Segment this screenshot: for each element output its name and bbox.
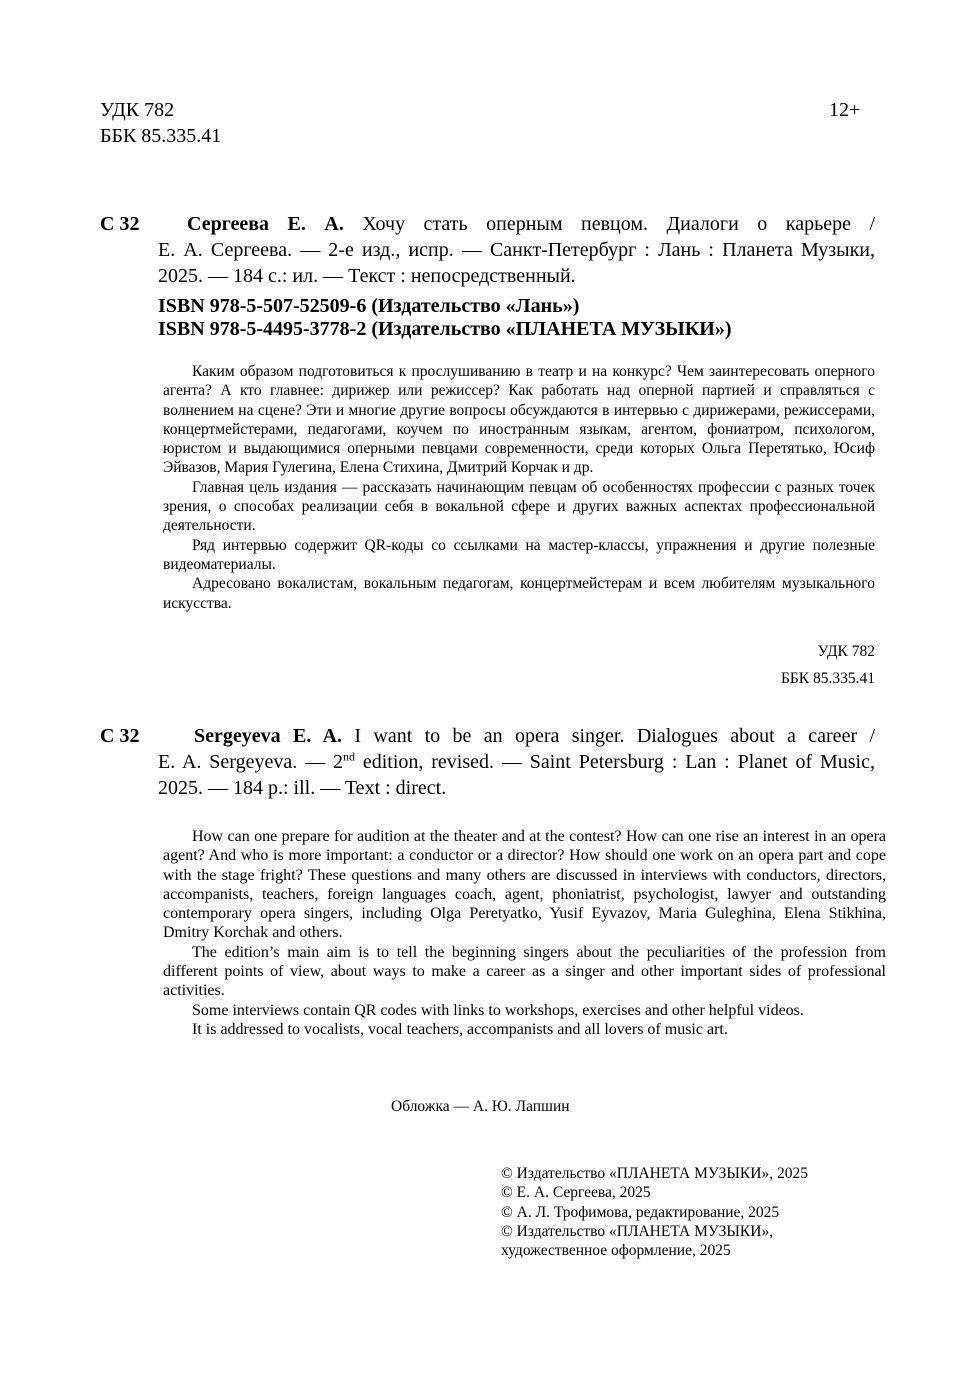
en-annotation-paragraph: The edition’s main aim is to tell the beginning singers about the peculiarities of the profession from different points of view, about ways to make a career as a singer and other important sides of professional activities. xyxy=(163,943,886,1000)
ru-catalog-line-1 xyxy=(158,211,875,237)
ru-annotation-paragraph: Каким образом подготовиться к прослушиванию в театр и на конкурс? Чем заинтересовать оперного агента? А кто главнее: дирижер или режиссер? Как работать над оперной партией и справляться с волнением на сцене? Эти и многие другие вопросы обсуждаются в интервью с дирижерами, режиссерами, концертмейстерами, педагогами, коучем по иностранным языкам, агентом, фониатром, психологом, юристом и выдающимися оперными певцами современности, среди которых Ольга Перетятько, Юсиф Эйвазов, Мария Гулегина, Елена Стихина, Дмитрий Корчак и др. xyxy=(163,363,875,477)
copyright-block xyxy=(501,1164,808,1260)
isbn-lan: ISBN 978-5-507-52509-6 (Издательство «Лань») xyxy=(158,295,580,317)
copyright-line: художественное оформление, 2025 xyxy=(501,1242,731,1260)
ru-catalog-line-2: Е. А. Сергеева. — 2-е изд., испр. — Санкт-Петербург : Лань : Планета Музыки, xyxy=(158,239,875,261)
en-annotation xyxy=(163,827,886,1039)
en-edition-sup: nd xyxy=(342,749,355,764)
copyright-line: © Е. А. Сергеева, 2025 xyxy=(501,1184,651,1202)
en-catalog-line-2 xyxy=(158,749,875,775)
bbk-code: ББК 85.335.41 xyxy=(100,125,222,147)
bbk-code-bottom: ББК 85.335.41 xyxy=(780,670,875,687)
ru-annotation xyxy=(163,362,875,613)
en-edition-a: E. A. Sergeyeva. — 2 xyxy=(158,751,343,773)
ru-annotation-paragraph: Ряд интервью содержит QR-коды со ссылками на мастер-классы, упражнения и другие полезные видеоматериалы. xyxy=(163,536,875,573)
copyright-line: © Издательство «ПЛАНЕТА МУЗЫКИ», xyxy=(501,1222,774,1240)
isbn-planeta-muzyki: ISBN 978-5-4495-3778-2 (Издательство «ПЛАНЕТА МУЗЫКИ») xyxy=(158,318,732,340)
en-author: Sergeyeva E. A. xyxy=(194,725,343,747)
ru-catalog-entry xyxy=(158,211,875,289)
ru-catalog-line-3: 2025. — 184 с.: ил. — Текст : непосредственный. xyxy=(158,265,576,287)
copyright-line: © А. Л. Трофимова, редактирование, 2025 xyxy=(501,1203,780,1221)
ru-catalog-code: С 32 xyxy=(100,213,140,235)
udk-code-bottom: УДК 782 xyxy=(817,643,875,660)
en-title: I want to be an opera singer. Dialogues about a career / xyxy=(342,725,876,747)
ru-annotation-paragraph: Главная цель издания — рассказать начинающим певцам об особенностях профессии с разных точек зрения, о способах реализации себя в вокальной сфере и других важных аспектах профессиональной деятельности. xyxy=(163,478,875,535)
cover-credit: Обложка — А. Ю. Лапшин xyxy=(391,1098,570,1115)
en-catalog-code: С 32 xyxy=(100,725,140,747)
en-catalog-line-3: 2025. — 184 p.: ill. — Text : direct. xyxy=(158,777,447,799)
udk-code: УДК 782 xyxy=(100,99,175,121)
age-rating: 12+ xyxy=(829,99,861,121)
ru-title: Хочу стать оперным певцом. Диалоги о карьере / xyxy=(343,213,875,235)
en-annotation-paragraph: It is addressed to vocalists, vocal teachers, accompanists and all lovers of music art. xyxy=(192,1020,728,1038)
en-edition-b: edition, revised. — Saint Petersburg : Lan : Planet of Music, xyxy=(354,751,875,773)
copyright-line: © Издательство «ПЛАНЕТА МУЗЫКИ», 2025 xyxy=(501,1165,808,1182)
en-catalog-line-1 xyxy=(158,723,875,749)
ru-author: Сергеева Е. А. xyxy=(187,213,344,235)
ru-annotation-paragraph: Адресовано вокалистам, вокальным педагогам, концертмейстерам и всем любителям музыкального искусства. xyxy=(163,575,875,612)
en-annotation-paragraph: How can one prepare for audition at the theater and at the contest? How can one rise an interest in an opera agent? And who is more important: a conductor or a director? How should one work on an opera part and cope with the stage fright? These questions and many others are discussed in interviews with conductors, directors, accompanists, teachers, foreign languages coach, agent, phoniatrist, psychologist, lawyer and outstanding contemporary opera singers, including Olga Peretyatko, Yusif Eyvazov, Maria Guleghina, Elena Stikhina, Dmitry Korchak and others. xyxy=(163,828,886,942)
en-catalog-entry xyxy=(158,723,875,801)
en-annotation-paragraph: Some interviews contain QR codes with links to workshops, exercises and other helpful videos. xyxy=(192,1001,804,1019)
